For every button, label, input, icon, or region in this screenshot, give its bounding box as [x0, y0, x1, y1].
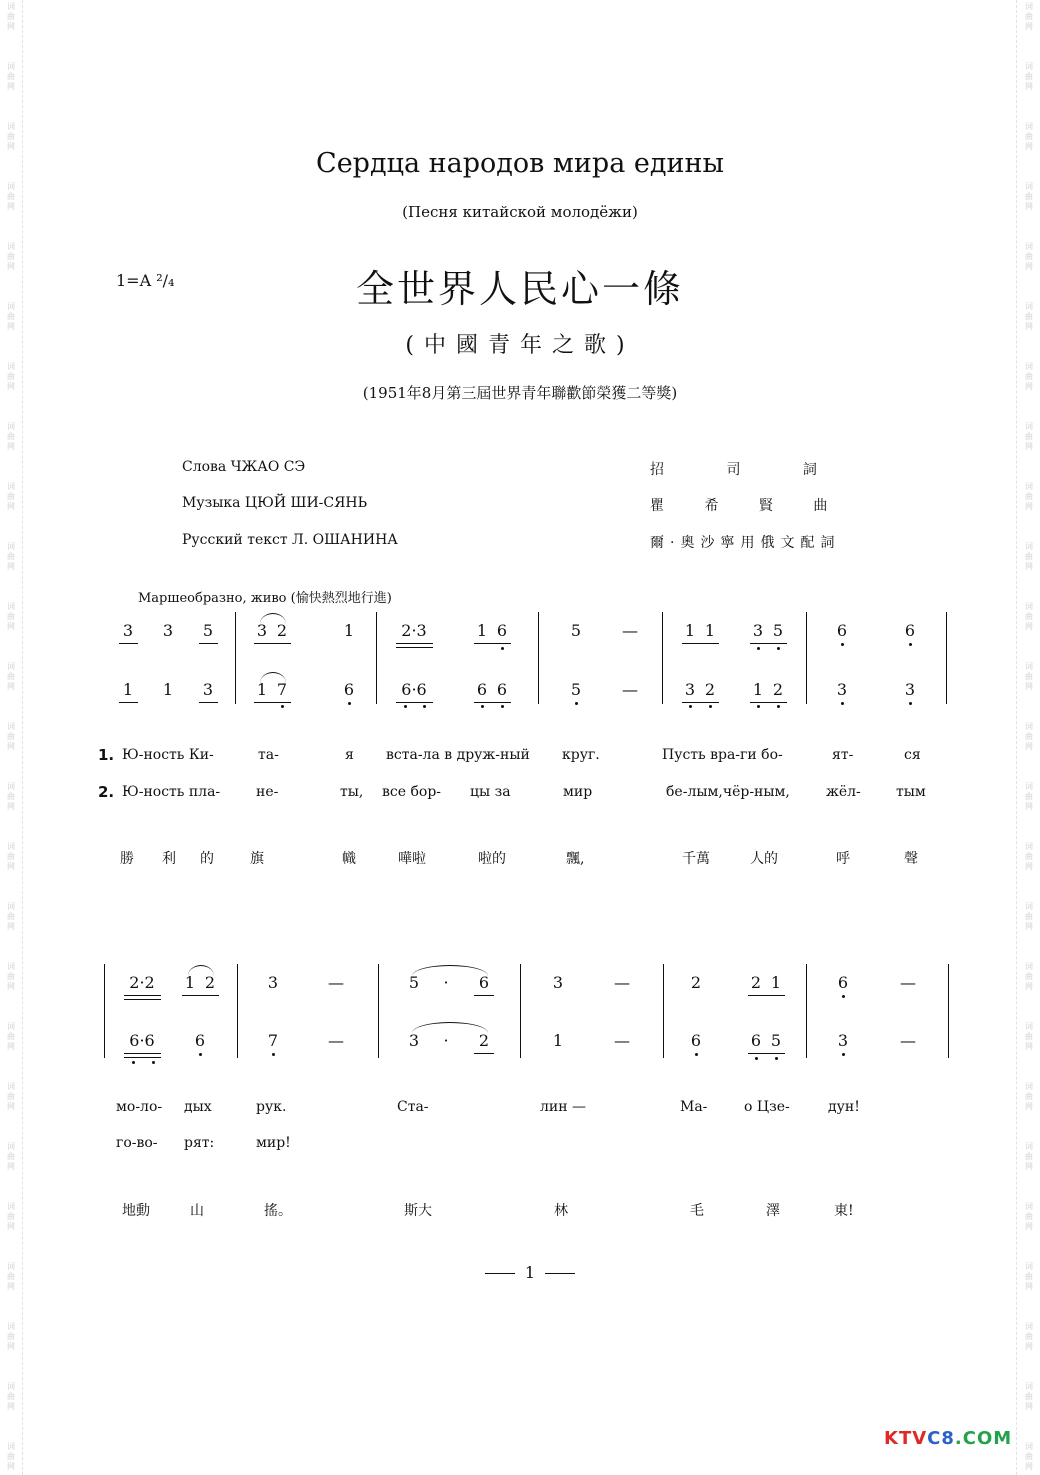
note: 6 — [194, 1031, 206, 1050]
watermark-glyph: 词 曲 网 — [1025, 722, 1033, 751]
note: 2 — [478, 1031, 490, 1050]
lyric-syllable: Ю-ность пла- — [122, 784, 221, 800]
lower-octave-dot — [777, 705, 780, 708]
watermark-glyph: 词 曲 网 — [1025, 782, 1033, 811]
watermark-glyph: 词 曲 网 — [1025, 962, 1033, 991]
lyric-chinese: 聲 — [904, 851, 918, 867]
eighth-beam — [396, 702, 433, 703]
sustain-dash: — — [328, 973, 344, 992]
logo-part-c8: C8 — [927, 1428, 955, 1449]
note: 6 — [837, 973, 849, 992]
note: 1 — [752, 680, 764, 699]
note: 3 — [202, 680, 214, 699]
note: 1 — [476, 621, 488, 640]
tie-slur — [188, 965, 214, 976]
note: 5 — [570, 621, 582, 640]
note: 6 — [690, 1031, 702, 1050]
lyric-syllable: рят: — [184, 1135, 215, 1151]
watermark-glyph: 词 曲 网 — [7, 902, 15, 931]
lower-octave-dot — [842, 1053, 845, 1056]
watermark-glyph: 词 曲 网 — [1025, 1442, 1033, 1471]
note: 3 — [408, 1031, 420, 1050]
lower-octave-dot — [501, 647, 504, 650]
watermark-glyph: 词 曲 网 — [1025, 1142, 1033, 1171]
lower-octave-dot — [423, 705, 426, 708]
lower-octave-dot — [775, 1057, 778, 1060]
note: 2 — [204, 973, 216, 992]
watermark-glyph: 词 曲 网 — [1025, 662, 1033, 691]
lower-octave-dot — [404, 705, 407, 708]
watermark-glyph: 词 曲 网 — [7, 1322, 15, 1351]
lyric-syllable: Пусть вра-ги бо- — [662, 747, 783, 763]
note: 3 — [552, 973, 564, 992]
barline — [520, 964, 521, 1058]
note: 1 — [162, 680, 174, 699]
eighth-beam — [750, 702, 787, 703]
lyric-syllable: все бор- — [382, 784, 442, 800]
lower-octave-dot — [348, 702, 351, 705]
lyric-chinese: 毛 — [690, 1203, 704, 1219]
watermark-glyph: 词 曲 网 — [7, 962, 15, 991]
note: 3 — [752, 621, 764, 640]
sixteenth-beam — [396, 647, 433, 648]
page-number-dash-left — [485, 1273, 515, 1274]
lyric-chinese: 林 — [554, 1203, 568, 1219]
watermark-glyph: 词 曲 网 — [1025, 1382, 1033, 1411]
watermark-glyph: 词 曲 网 — [1025, 1022, 1033, 1051]
note: 2·3 — [401, 621, 427, 640]
lyric-syllable: жёл- — [826, 784, 861, 800]
watermark-glyph: 词 曲 网 — [1025, 62, 1033, 91]
lower-octave-dot — [575, 702, 578, 705]
lyric-syllable: Ма- — [680, 1099, 708, 1115]
phrase-slur — [412, 965, 488, 976]
note: 1 — [552, 1031, 564, 1050]
eighth-beam — [748, 1053, 785, 1054]
lyric-chinese: 幟 — [342, 851, 356, 867]
lyric-syllable: дун! — [828, 1099, 860, 1115]
eighth-beam — [182, 995, 219, 996]
watermark-glyph: 词 曲 网 — [7, 1082, 15, 1111]
lyric-syllable: мир — [563, 784, 593, 800]
lyric-chinese: 的 — [200, 851, 214, 867]
award-note: (1951年8月第三屆世界青年聯歡節榮獲二等獎) — [362, 384, 678, 402]
lyric-syllable: рук. — [256, 1099, 287, 1115]
lyric-syllable: вста-ла в друж-ный — [386, 747, 530, 763]
note: 3 — [162, 621, 174, 640]
note: 6·6 — [401, 680, 427, 699]
right-watermark-column — [1020, 0, 1038, 1475]
lyric-chinese: 利 — [162, 851, 176, 867]
eighth-beam — [254, 702, 291, 703]
lower-octave-dot — [777, 647, 780, 650]
lower-octave-dot — [841, 643, 844, 646]
title-chinese: 全世界人民心一條 — [355, 267, 684, 311]
augmentation-dot: · — [443, 973, 449, 992]
note: 1 — [704, 621, 716, 640]
note: 6 — [496, 621, 508, 640]
watermark-glyph: 词 曲 网 — [7, 1022, 15, 1051]
watermark-glyph: 词 曲 网 — [1025, 242, 1033, 271]
lyric-chinese: 千萬 — [682, 851, 710, 867]
note: 3 — [837, 1031, 849, 1050]
note: 3 — [904, 680, 916, 699]
credit-translation-zh: 爾·奧沙寧用俄文配詞 — [650, 535, 841, 551]
watermark-glyph: 词 曲 网 — [1025, 362, 1033, 391]
credit-music-zh: 瞿 希 賢 曲 — [650, 498, 835, 514]
watermark-glyph: 词 曲 网 — [7, 302, 15, 331]
barline — [538, 612, 539, 704]
eighth-beam — [199, 702, 218, 703]
verse-number: 1. — [98, 746, 115, 764]
eighth-beam — [199, 643, 218, 644]
subtitle-russian: (Песня китайской молодёжи) — [402, 203, 638, 221]
right-margin-rule — [1016, 0, 1017, 1475]
lyric-syllable: Ю-ность Ки- — [122, 747, 214, 763]
eighth-beam — [474, 1053, 494, 1054]
barline — [104, 964, 105, 1058]
lower-octave-dot — [501, 705, 504, 708]
lyric-chinese: 斯大 — [404, 1203, 432, 1219]
lyric-chinese: 地動 — [122, 1203, 150, 1219]
lyric-syllable: ся — [904, 747, 921, 763]
tempo-marking: Маршеобразно, живо (愉快熱烈地行進) — [138, 591, 392, 606]
note: 5 — [570, 680, 582, 699]
credit-music-ru: Музыка ЦЮЙ ШИ-СЯНЬ — [182, 495, 368, 511]
lyric-syllable: не- — [256, 784, 279, 800]
eighth-beam — [750, 643, 787, 644]
lyric-syllable: круг. — [562, 747, 600, 763]
logo-part-ktv: KTV — [884, 1428, 928, 1449]
credit-translation-ru: Русский текст Л. ОШАНИНА — [182, 532, 398, 548]
note: 6 — [476, 680, 488, 699]
watermark-glyph: 词 曲 网 — [1025, 1262, 1033, 1291]
note: 6 — [750, 1031, 762, 1050]
note: 3 — [256, 621, 268, 640]
lyric-chinese: 嘩啦 — [398, 851, 426, 867]
watermark-glyph: 词 曲 网 — [7, 602, 15, 631]
logo-part-com: .COM — [954, 1428, 1013, 1449]
barline — [662, 612, 663, 704]
sustain-dash: — — [900, 1031, 916, 1050]
lower-octave-dot — [272, 1053, 275, 1056]
watermark-glyph: 词 曲 网 — [7, 122, 15, 151]
sustain-dash: — — [622, 621, 638, 640]
lower-octave-dot — [481, 705, 484, 708]
watermark-glyph: 词 曲 网 — [1025, 1322, 1033, 1351]
lower-octave-dot — [281, 705, 284, 708]
note: 5 — [202, 621, 214, 640]
site-logo — [884, 1428, 1012, 1449]
lyric-syllable: лин — — [540, 1099, 587, 1115]
lyric-chinese: 飄, — [566, 851, 585, 867]
phrase-slur — [412, 1022, 488, 1033]
watermark-glyph: 词 曲 网 — [7, 1142, 15, 1171]
lyric-syllable: ты, — [340, 784, 364, 800]
sixteenth-beam — [124, 999, 161, 1000]
lyric-syllable: та- — [258, 747, 279, 763]
lower-octave-dot — [909, 702, 912, 705]
page-number-value: 1 — [524, 1263, 536, 1282]
watermark-glyph: 词 曲 网 — [1025, 482, 1033, 511]
credit-lyrics-ru: Слова ЧЖАО СЭ — [182, 459, 306, 475]
lyric-chinese: 山 — [190, 1203, 204, 1219]
note: 3 — [267, 973, 279, 992]
watermark-glyph: 词 曲 网 — [1025, 2, 1033, 31]
lyric-chinese: 人的 — [750, 851, 778, 867]
note: 6 — [478, 973, 490, 992]
sustain-dash: — — [900, 973, 916, 992]
lyric-chinese: 勝 — [120, 851, 134, 867]
lower-octave-dot — [842, 995, 845, 998]
note: 1 — [770, 973, 782, 992]
eighth-beam — [124, 995, 161, 996]
lyric-chinese: 搖。 — [264, 1203, 292, 1219]
barline — [235, 612, 236, 704]
lower-octave-dot — [909, 643, 912, 646]
note: 7 — [276, 680, 288, 699]
lyric-syllable: Ста- — [397, 1099, 429, 1115]
final-barline — [948, 964, 949, 1058]
note: 6 — [343, 680, 355, 699]
eighth-beam — [119, 702, 138, 703]
sustain-dash: — — [328, 1031, 344, 1050]
lyric-syllable: мир! — [256, 1135, 291, 1151]
watermark-glyph: 词 曲 网 — [1025, 182, 1033, 211]
watermark-glyph: 词 曲 网 — [7, 1382, 15, 1411]
barline — [663, 964, 664, 1058]
title-russian: Сердца народов мира едины — [316, 148, 724, 179]
page-number — [470, 1263, 590, 1282]
watermark-glyph: 词 曲 网 — [7, 242, 15, 271]
lyric-syllable: цы за — [470, 784, 511, 800]
watermark-glyph: 词 曲 网 — [1025, 1082, 1033, 1111]
watermark-glyph: 词 曲 网 — [7, 722, 15, 751]
left-watermark-column — [2, 0, 20, 1475]
final-barline — [946, 612, 947, 704]
sixteenth-beam — [124, 1057, 161, 1058]
note: 2·2 — [129, 973, 155, 992]
key-time-signature: 1=A ²/₄ — [116, 271, 175, 290]
eighth-beam — [396, 643, 433, 644]
watermark-glyph: 词 曲 网 — [7, 842, 15, 871]
note: 6 — [836, 621, 848, 640]
watermark-glyph: 词 曲 网 — [7, 1202, 15, 1231]
credit-lyrics-zh: 招 司 詞 — [650, 462, 824, 478]
watermark-glyph: 词 曲 网 — [1025, 1202, 1033, 1231]
note: 1 — [184, 973, 196, 992]
lower-octave-dot — [199, 1053, 202, 1056]
watermark-glyph: 词 曲 网 — [1025, 122, 1033, 151]
lyric-syllable: дых — [184, 1099, 212, 1115]
watermark-glyph: 词 曲 网 — [1025, 902, 1033, 931]
sustain-dash: — — [614, 1031, 630, 1050]
lyric-syllable: я — [345, 747, 354, 763]
note: 1 — [343, 621, 355, 640]
watermark-glyph: 词 曲 网 — [7, 62, 15, 91]
lyric-chinese: 澤 — [766, 1203, 780, 1219]
watermark-glyph: 词 曲 网 — [7, 782, 15, 811]
sustain-dash: — — [614, 973, 630, 992]
lyric-syllable: мо-ло- — [116, 1099, 163, 1115]
watermark-glyph: 词 曲 网 — [7, 1442, 15, 1471]
verse-number: 2. — [98, 783, 115, 801]
lyric-chinese: 旗 — [250, 851, 264, 867]
lyric-syllable: бе-лым,чёр-ным, — [666, 784, 790, 800]
lower-octave-dot — [695, 1053, 698, 1056]
left-margin-rule — [22, 0, 23, 1475]
lyric-chinese: 東! — [834, 1203, 854, 1219]
barline — [806, 612, 807, 704]
note: 1 — [122, 680, 134, 699]
lower-octave-dot — [709, 705, 712, 708]
eighth-beam — [474, 995, 494, 996]
eighth-beam — [474, 702, 511, 703]
lower-octave-dot — [689, 705, 692, 708]
note: 1 — [256, 680, 268, 699]
watermark-glyph: 词 曲 网 — [1025, 602, 1033, 631]
lyric-syllable: ят- — [832, 747, 854, 763]
lyric-syllable: го-во- — [116, 1135, 158, 1151]
barline — [378, 964, 379, 1058]
eighth-beam — [254, 643, 291, 644]
lower-octave-dot — [757, 705, 760, 708]
watermark-glyph: 词 曲 网 — [7, 542, 15, 571]
tie-slur — [260, 613, 286, 624]
watermark-glyph: 词 曲 网 — [7, 362, 15, 391]
eighth-beam — [682, 702, 719, 703]
note: 2 — [704, 680, 716, 699]
sustain-dash: — — [622, 680, 638, 699]
note: 2 — [750, 973, 762, 992]
note: 2 — [276, 621, 288, 640]
eighth-beam — [119, 643, 138, 644]
eighth-beam — [682, 643, 719, 644]
page-number-dash-right — [545, 1273, 575, 1274]
lyric-syllable: тым — [896, 784, 926, 800]
watermark-glyph: 词 曲 网 — [1025, 542, 1033, 571]
watermark-glyph: 词 曲 网 — [7, 2, 15, 31]
barline — [806, 964, 807, 1058]
note: 7 — [267, 1031, 279, 1050]
subtitle-chinese: (中國青年之歌) — [405, 333, 635, 358]
watermark-glyph: 词 曲 网 — [7, 1262, 15, 1291]
watermark-glyph: 词 曲 网 — [1025, 422, 1033, 451]
tie-slur — [260, 672, 286, 683]
watermark-glyph: 词 曲 网 — [7, 662, 15, 691]
note: 5 — [772, 621, 784, 640]
note: 3 — [122, 621, 134, 640]
eighth-beam — [124, 1053, 161, 1054]
note: 3 — [684, 680, 696, 699]
watermark-glyph: 词 曲 网 — [7, 482, 15, 511]
lyric-chinese: 啦的 — [478, 851, 506, 867]
lower-octave-dot — [152, 1061, 155, 1064]
watermark-glyph: 词 曲 网 — [1025, 842, 1033, 871]
barline — [376, 612, 377, 704]
note: 1 — [684, 621, 696, 640]
watermark-glyph: 词 曲 网 — [7, 422, 15, 451]
watermark-glyph: 词 曲 网 — [7, 182, 15, 211]
note: 2 — [772, 680, 784, 699]
watermark-glyph: 词 曲 网 — [1025, 302, 1033, 331]
eighth-beam — [748, 995, 785, 996]
note: 5 — [408, 973, 420, 992]
note: 2 — [690, 973, 702, 992]
lower-octave-dot — [132, 1061, 135, 1064]
barline — [237, 964, 238, 1058]
augmentation-dot: · — [443, 1031, 449, 1050]
lyric-syllable: о Цзе- — [744, 1099, 790, 1115]
lyric-chinese: 呼 — [836, 851, 850, 867]
note: 6·6 — [129, 1031, 155, 1050]
eighth-beam — [474, 643, 511, 644]
note: 6 — [904, 621, 916, 640]
note: 5 — [770, 1031, 782, 1050]
lower-octave-dot — [841, 702, 844, 705]
lower-octave-dot — [757, 647, 760, 650]
note: 3 — [836, 680, 848, 699]
note: 6 — [496, 680, 508, 699]
lower-octave-dot — [755, 1057, 758, 1060]
